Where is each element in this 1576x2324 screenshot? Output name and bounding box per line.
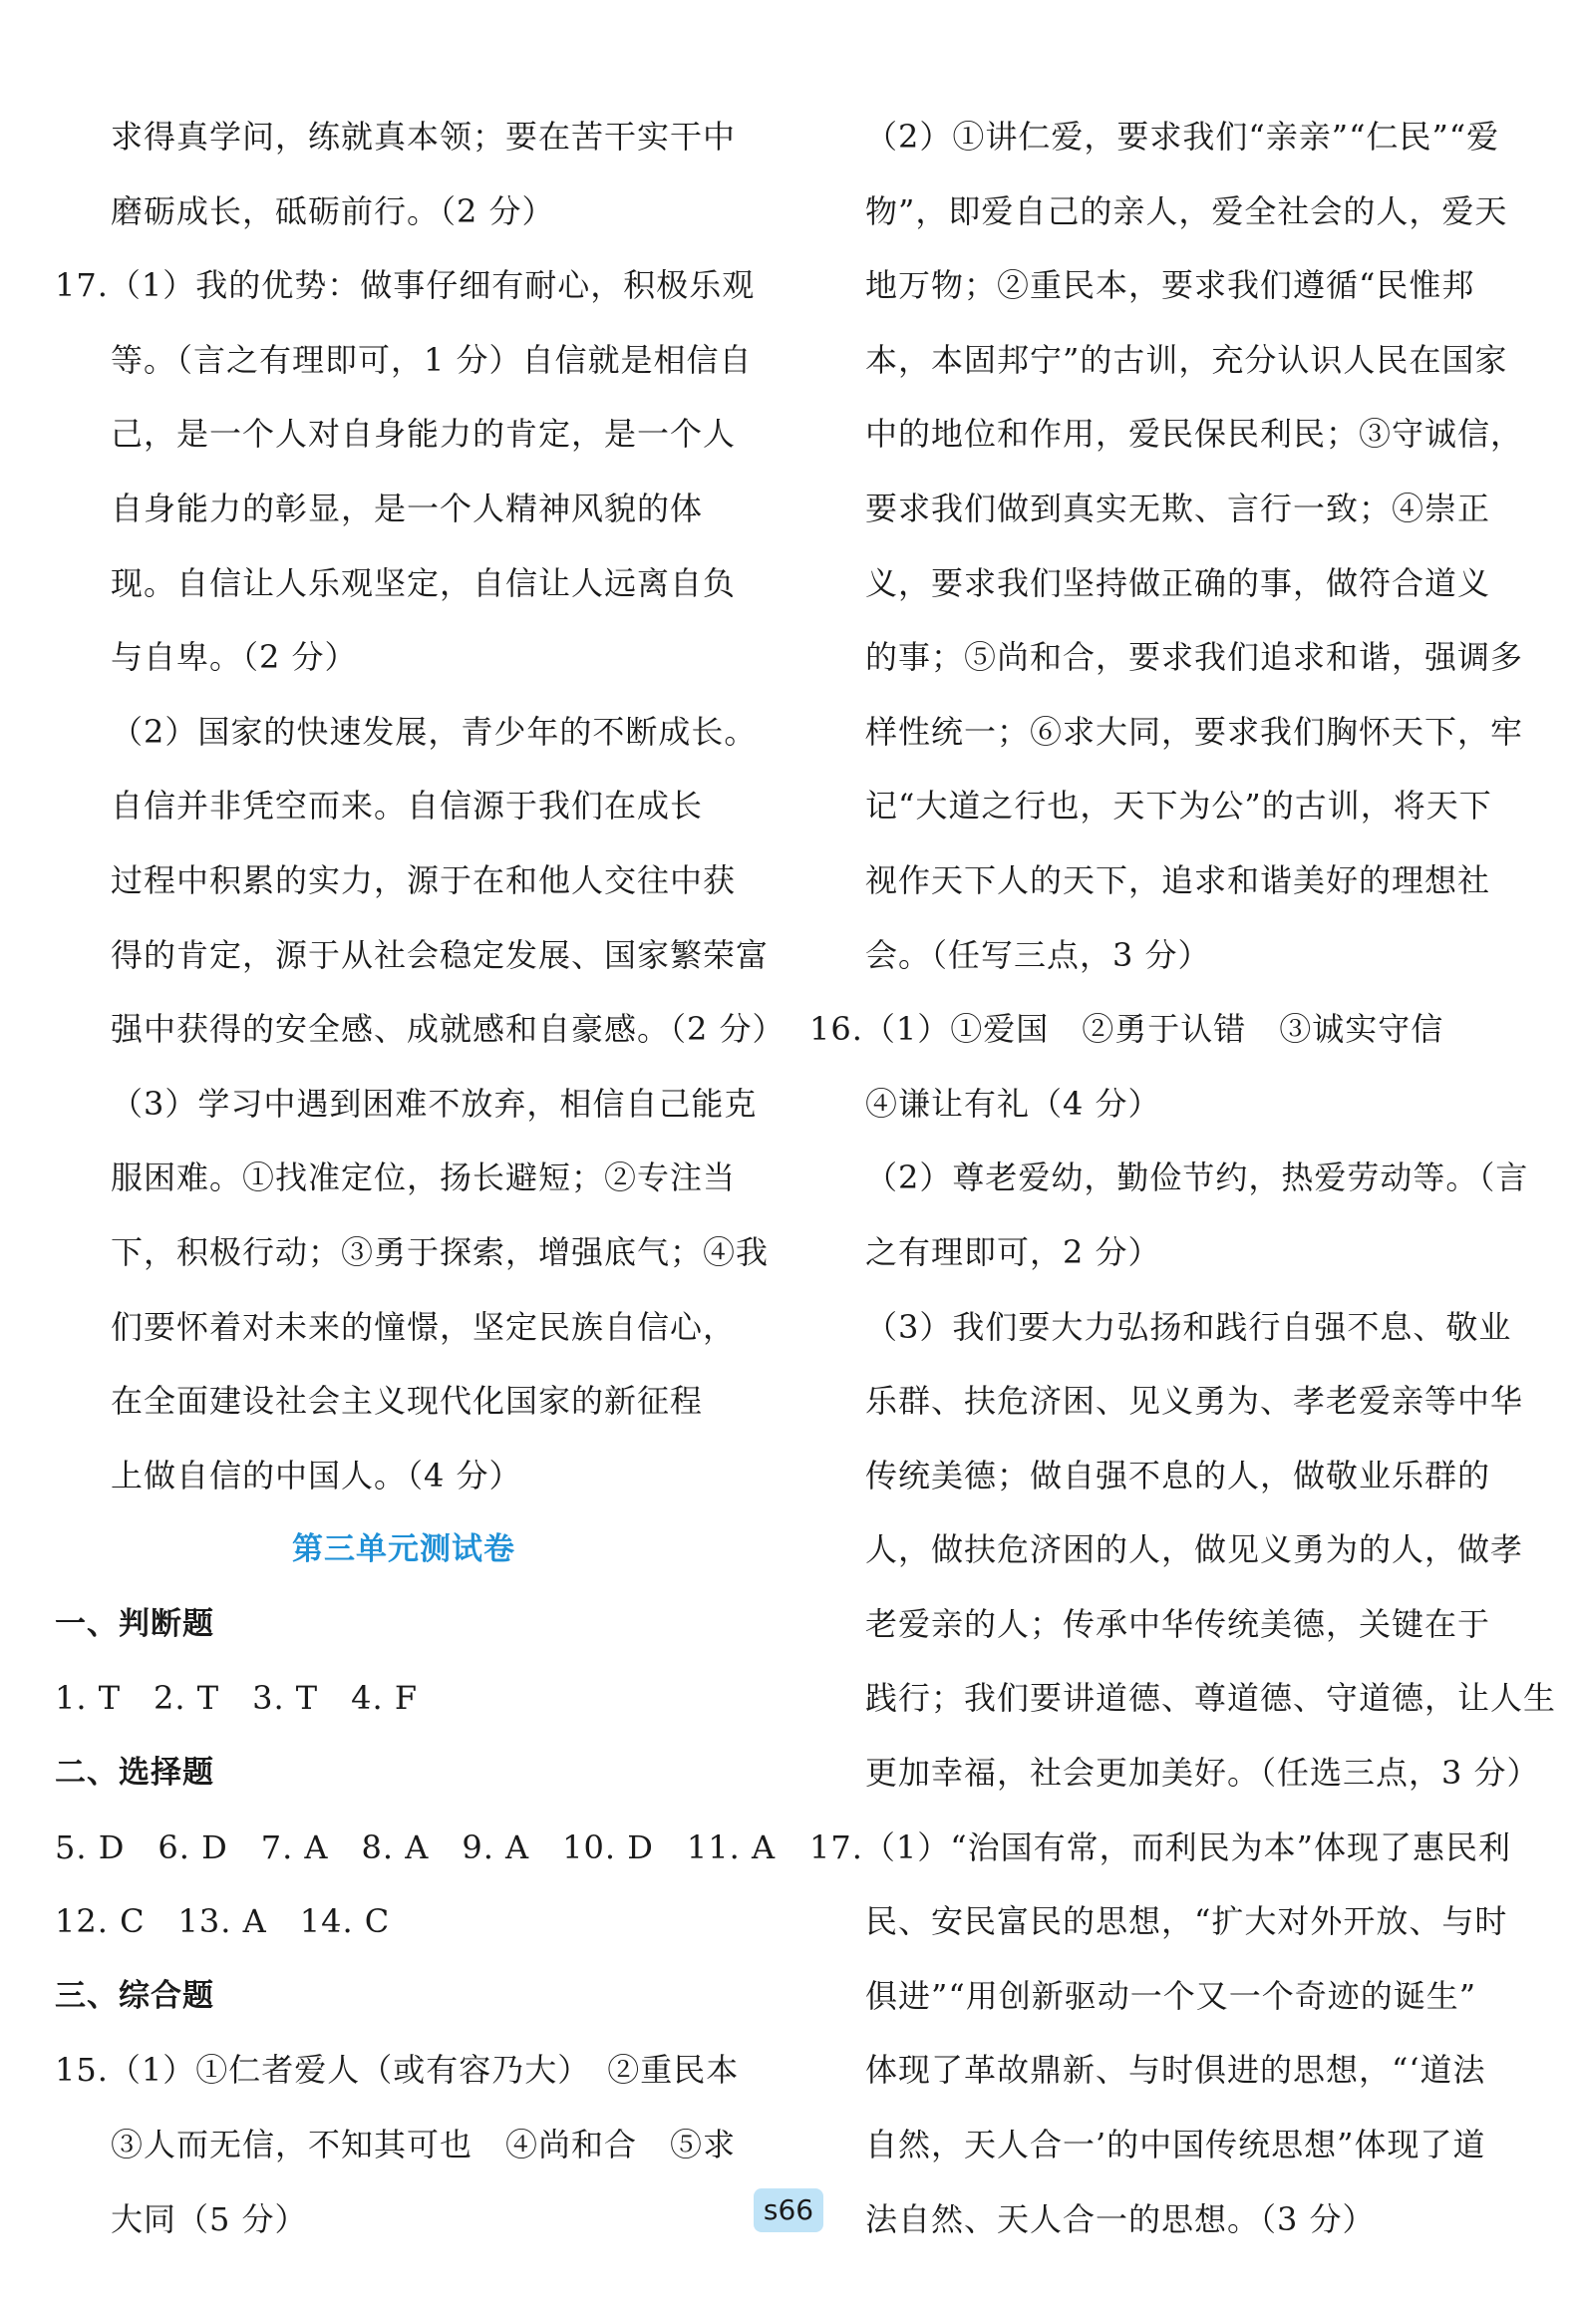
text-line: 得的肯定，源于从社会稳定发展、国家繁荣富 xyxy=(111,935,770,974)
text-line: 本，本固邦宁”的古训，充分认识人民在国家 xyxy=(865,340,1508,379)
text-line: 自身能力的彰显，是一个人精神风貌的体 xyxy=(111,489,704,527)
question-16-part-1: 16.（1）①爱国 ②勇于认错 ③诚实守信 xyxy=(809,1010,1444,1049)
text-line: 磨砺成长，砥砺前行。（2 分） xyxy=(111,191,555,230)
text-line: 践行；我们要讲道德、尊道德、守道德，让人生 xyxy=(865,1679,1557,1718)
text-line: 过程中积累的实力，源于在和他人交往中获 xyxy=(111,860,737,899)
question-17-part-1: 17.（1）我的优势：做事仔细有耐心，积极乐观 xyxy=(55,266,756,305)
question-16-part-2: （2）尊老爱幼，勤俭节约，热爱劳动等。（言 xyxy=(865,1159,1529,1197)
question-15-part-2: （2）①讲仁爱，要求我们“亲亲”“仁民”“爱 xyxy=(865,118,1500,156)
text-line: 上做自信的中国人。（4 分） xyxy=(111,1456,522,1494)
text-line: 人，做扶危济困的人，做见义勇为的人，做孝 xyxy=(865,1530,1524,1569)
text-line: 俱进”“用创新驱动一个又一个奇迹的诞生” xyxy=(865,1976,1477,2015)
text-line: 强中获得的安全感、成就感和自豪感。（2 分） xyxy=(111,1010,786,1049)
text-line: 中的地位和作用，爱民保民利民；③守诚信， xyxy=(865,415,1524,454)
text-line: ③人而无信，不知其可也 ④尚和合 ⑤求 xyxy=(111,2126,737,2164)
question-17-part-2: （2）国家的快速发展，青少年的不断成长。 xyxy=(111,712,758,751)
text-line: 大同（5 分） xyxy=(111,2199,308,2238)
text-line: 自然，天人合一’的中国传统思想”体现了道 xyxy=(865,2126,1486,2164)
text-line: 会。（任写三点，3 分） xyxy=(865,935,1211,974)
text-line: 之有理即可，2 分） xyxy=(865,1232,1161,1271)
text-line: 下，积极行动；③勇于探索，增强底气；④我 xyxy=(111,1232,770,1271)
text-line: 自信并非凭空而来。自信源于我们在成长 xyxy=(111,787,704,826)
text-line: 在全面建设社会主义现代化国家的新征程 xyxy=(111,1382,704,1421)
right-column xyxy=(809,100,1557,2256)
text-line: 的事；⑤尚和合，要求我们追求和谐，强调多 xyxy=(865,638,1524,677)
text-line: 地万物；②重民本，要求我们遵循“民惟邦 xyxy=(865,266,1475,305)
text-line: 要求我们做到真实无欺、言行一致；④崇正 xyxy=(865,489,1491,527)
text-line: 体现了革故鼎新、与时俱进的思想，“‘道法 xyxy=(865,2051,1486,2090)
answer-line: 12. C 13. A 14. C xyxy=(55,1902,391,1941)
section-heading: 一、判断题 xyxy=(55,1605,214,1642)
section-title: 第三单元测试卷 xyxy=(292,1531,515,1568)
text-line: 们要怀着对未来的憧憬，坚定民族自信心， xyxy=(111,1307,737,1346)
text-line: 老爱亲的人；传承中华传统美德，关键在于 xyxy=(865,1604,1491,1643)
text-line: 现。自信让人乐观坚定，自信让人远离自负 xyxy=(111,563,737,602)
text-line: 记“大道之行也，天下为公”的古训，将天下 xyxy=(865,787,1492,826)
text-line: 更加幸福，社会更加美好。（任选三点，3 分） xyxy=(865,1754,1540,1793)
section-heading: 三、综合题 xyxy=(55,1977,214,2014)
text-line: 等。（言之有理即可，1 分）自信就是相信自 xyxy=(111,340,753,379)
question-17-part-1: 17.（1）“治国有常，而利民为本”体现了惠民利 xyxy=(809,1827,1511,1866)
text-line: 法自然、天人合一的思想。（3 分） xyxy=(865,2199,1376,2238)
question-17-part-3: （3）学习中遇到困难不放弃，相信自己能克 xyxy=(111,1084,758,1123)
text-line: 样性统一；⑥求大同，要求我们胸怀天下，牢 xyxy=(865,712,1524,751)
text-line: 己，是一个人对自身能力的肯定，是一个人 xyxy=(111,415,737,454)
answer-line: 1. T 2. T 3. T 4. F xyxy=(55,1679,419,1718)
text-line: 求得真学问，练就真本领；要在苦干实干中 xyxy=(111,118,737,156)
answer-line: 5. D 6. D 7. A 8. A 9. A 10. D 11. A xyxy=(55,1827,777,1866)
section-heading: 二、选择题 xyxy=(55,1755,214,1792)
text-line: ④谦让有礼（4 分） xyxy=(865,1084,1161,1123)
question-15-part-1: 15.（1）①仁者爱人（或有容乃大） ②重民本 xyxy=(55,2051,740,2090)
page-number: s66 xyxy=(754,2188,823,2232)
text-line: 义，要求我们坚持做正确的事，做符合道义 xyxy=(865,563,1491,602)
text-line: 物”，即爱自己的亲人，爱全社会的人，爱天 xyxy=(865,191,1508,230)
left-column xyxy=(55,100,786,2256)
text-line: 视作天下人的天下，追求和谐美好的理想社 xyxy=(865,860,1491,899)
text-line: 民、安民富民的思想，“扩大对外开放、与时 xyxy=(865,1902,1508,1941)
text-line: 服困难。①找准定位，扬长避短；②专注当 xyxy=(111,1159,737,1197)
text-line: 与自卑。（2 分） xyxy=(111,638,358,677)
text-line: 乐群、扶危济困、见义勇为、孝老爱亲等中华 xyxy=(865,1382,1524,1421)
text-line: 传统美德；做自强不息的人，做敬业乐群的 xyxy=(865,1456,1491,1494)
question-16-part-3: （3）我们要大力弘扬和践行自强不息、敬业 xyxy=(865,1307,1512,1346)
